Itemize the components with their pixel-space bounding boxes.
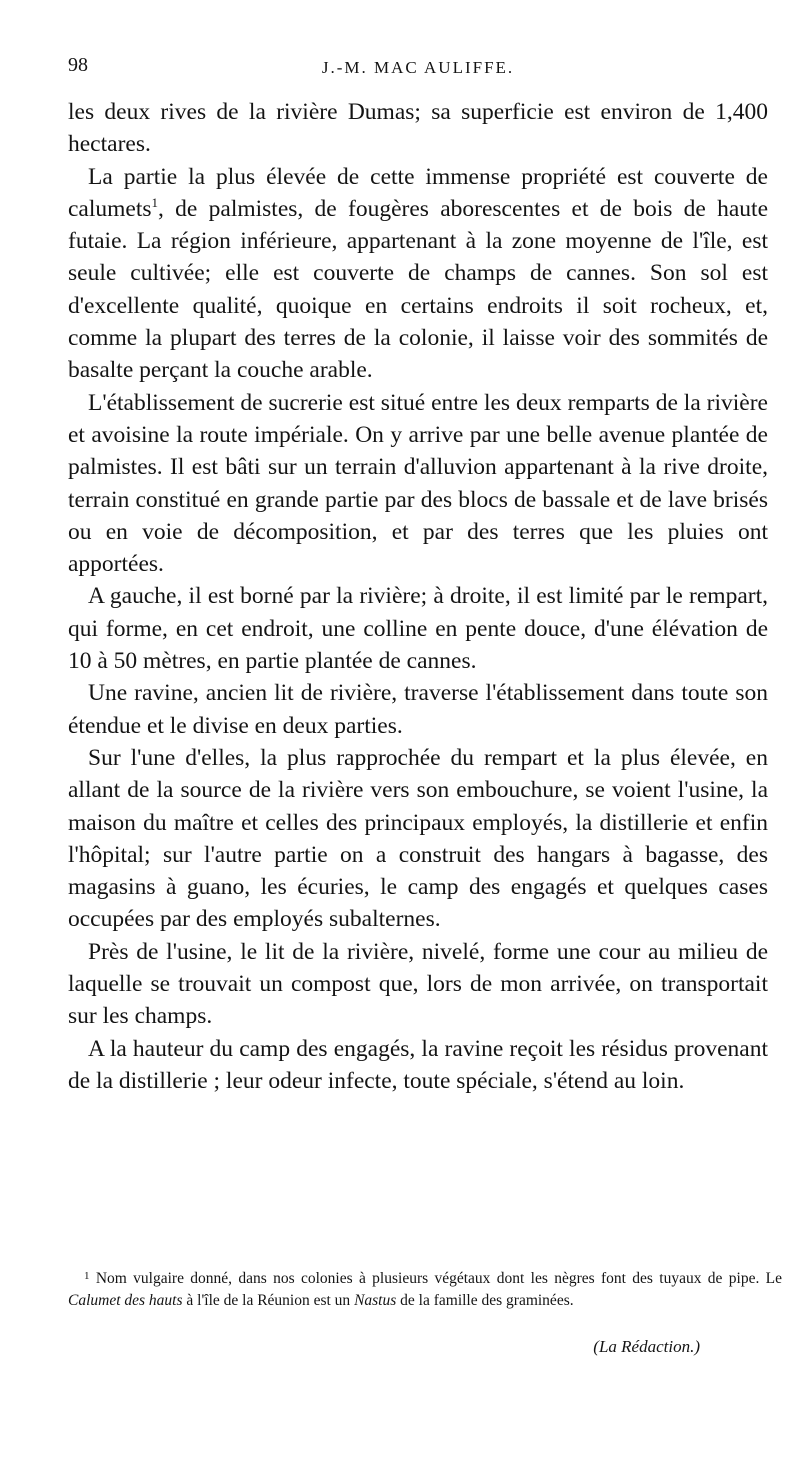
paragraph-3: L'établissement de sucrerie est situé entre les deux remparts de la rivière et avoisine la route impériale. On y arrive par une belle avenue plantée de palmistes. Il est bâti sur un terrain d'alluvion appartenant à la rive droite, terrain constitué en grande partie par des blocs de bassale et de lave brisés ou en voie de décomposition, et par des terres que les pluies ont apportées. xyxy=(68,389,768,578)
footnote-text-b: à l'île de la Réunion est un xyxy=(182,1292,355,1309)
running-head: J.-M. MAC AULIFFE. xyxy=(321,58,515,77)
footnote-italic-a: Calumet des hauts xyxy=(68,1292,183,1309)
footnote-marker: 1 xyxy=(84,1270,90,1282)
footnote-italic-b: Nastus xyxy=(354,1292,397,1309)
editor-attribution: (La Rédaction.) xyxy=(593,1337,700,1356)
paragraph-2 xyxy=(68,161,768,387)
paragraph-2-text-b: , de palmistes, de fougères aborescentes et de bois de haute futaie. La région inférieure, appartenant à la zone moyenne de l'île, est seule cultivée; elle est couverte de champs de cannes. Son sol est d'excellente qualité, quoique en certains endroits il soit rocheux, et, comme la plupart des terres de la colonie, il laisse voir des sommités de basalte perçant la couche arable. xyxy=(68,195,768,384)
paragraph-8: A la hauteur du camp des engagés, la ravine reçoit les résidus provenant de la distillerie ; leur odeur infecte, toute spéciale, s'étend au loin. xyxy=(68,1035,768,1094)
page-header xyxy=(68,50,768,84)
footnote-text-a: Nom vulgaire donné, dans nos colonies à plusieurs végétaux dont les nègres font des tuyaux de pipe. Le xyxy=(95,1270,783,1287)
paragraph-2-text-a: La partie la plus élevée de cette immense propriété est couverte de calumets xyxy=(68,163,768,222)
paragraph-5: Une ravine, ancien lit de rivière, traverse l'établissement dans toute son étendue et le divise en deux parties. xyxy=(68,680,768,739)
footnotes xyxy=(68,1265,782,1312)
footnote-1 xyxy=(68,1265,782,1312)
paragraph-6: Sur l'une d'elles, la plus rapprochée du rempart et la plus élevée, en allant de la source de la rivière vers son embouchure, se voient l'usine, la maison du maître et celles des principaux employés, la distillerie et enfin l'hôpital; sur l'autre partie on a construit des hangars à bagasse, des magasins à guano, les écuries, le camp des engagés et quelques cases occupées par des employés subalternes. xyxy=(68,744,768,933)
paragraph-7: Près de l'usine, le lit de la rivière, nivelé, forme une cour au milieu de laquelle se trouvait un compost que, lors de mon arrivée, on transportait sur les champs. xyxy=(68,938,768,1030)
footnote-reference[interactable]: 1 xyxy=(151,194,159,210)
paragraph-1: les deux rives de la rivière Dumas; sa superficie est environ de 1,400 hectares. xyxy=(68,99,768,158)
body-text xyxy=(68,96,768,1097)
footnote-text-c: de la famille des graminées. xyxy=(396,1292,574,1309)
page-number: 98 xyxy=(68,54,88,76)
paragraph-4: A gauche, il est borné par la rivière; à droite, il est limité par le rempart, qui forme, en cet endroit, une colline en pente douce, d'une élévation de 10 à 50 mètres, en partie plantée de cannes. xyxy=(68,583,768,675)
